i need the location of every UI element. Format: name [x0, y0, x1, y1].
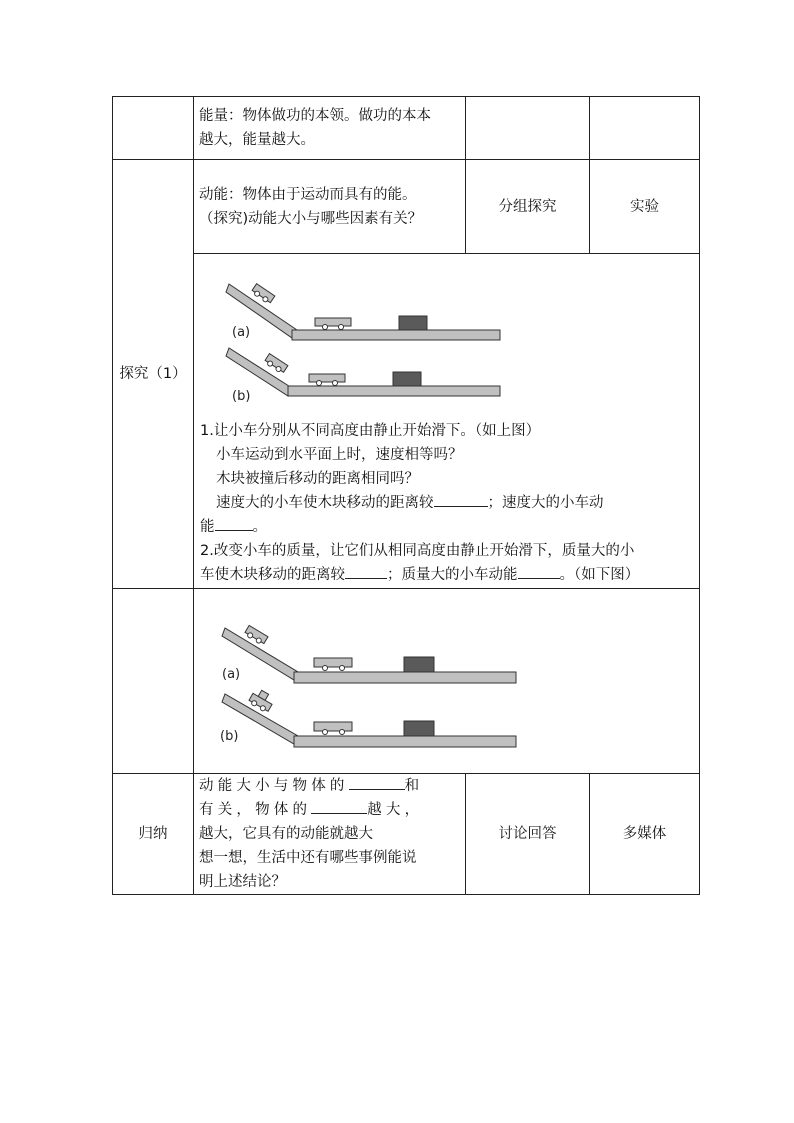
section-label: [113, 97, 194, 160]
figure-height-comparison: [194, 254, 690, 412]
answer-blank[interactable]: [518, 564, 560, 579]
summary-line: 有关，物体的 越大，: [199, 798, 461, 822]
figure-cell: [194, 589, 700, 774]
figure-b: [226, 348, 500, 404]
table-row: [113, 589, 700, 774]
horizontal-track: [294, 736, 516, 747]
figure-a: [222, 625, 516, 683]
answer-blank[interactable]: [434, 492, 488, 507]
cart-on-track: [314, 722, 352, 735]
figure-label-a: (a): [222, 667, 241, 682]
activity-cell: [466, 97, 590, 160]
content-cell: [194, 160, 466, 254]
question-2: 2.改变小车的质量，让它们从相同高度由静止开始滑下，质量大的小: [200, 543, 635, 559]
section-label: [113, 589, 194, 774]
wood-block: [393, 372, 421, 386]
figure-label-b: (b): [232, 389, 251, 404]
content-line: 能量：物体做功的本领。做功的本本: [199, 108, 431, 124]
horizontal-track: [292, 330, 500, 340]
experiment-cell: [194, 254, 700, 589]
wood-block: [404, 657, 434, 672]
summary-cell: [194, 774, 466, 895]
cart-on-track: [315, 318, 351, 330]
question-1b: 木块被撞后移动的距离相同吗？: [216, 471, 419, 487]
table-row: [113, 774, 700, 895]
content-line: 越大，能量越大。: [199, 132, 315, 148]
section-label: 探究（1）: [113, 160, 194, 589]
answer-blank[interactable]: [311, 799, 367, 814]
summary-line: 动能大小与物体的 和: [199, 774, 461, 798]
summary-line: 明上述结论？: [199, 874, 286, 890]
section-label: 归纳: [113, 774, 194, 895]
summary-line: 想一想，生活中还有哪些事例能说: [199, 850, 417, 866]
method-cell: 实验: [590, 160, 700, 254]
cart-on-ramp: [264, 354, 288, 375]
activity-cell: 讨论回答: [466, 774, 590, 895]
answer-blank[interactable]: [349, 775, 405, 790]
wood-block: [399, 316, 427, 330]
cart-on-track: [314, 658, 352, 671]
question-1c: 速度大的小车使木块移动的距离较 ；速度大的小车动: [200, 491, 693, 515]
figure-label-a: (a): [232, 325, 251, 340]
question-2-line2: 车使木块移动的距离较 ；质量大的小车动能 。（如下图）: [200, 563, 693, 587]
table-row: [113, 254, 700, 589]
horizontal-track: [288, 386, 500, 396]
content-line: （探究)动能大小与哪些因素有关？: [199, 210, 423, 227]
wood-block: [404, 721, 434, 736]
figure-a: [226, 284, 500, 340]
table-row: [113, 97, 700, 160]
answer-blank[interactable]: [345, 564, 387, 579]
cart-on-track: [309, 374, 345, 386]
question-1c-end: 能 。: [200, 515, 693, 539]
method-cell: [590, 97, 700, 160]
question-1: 1.让小车分别从不同高度由静止开始滑下。（如上图）: [200, 423, 541, 439]
activity-cell: 分组探究: [466, 160, 590, 254]
answer-blank[interactable]: [215, 516, 253, 531]
summary-line: 越大，它具有的动能就越大: [199, 826, 373, 842]
content-cell: [194, 97, 466, 160]
experiment-text: [194, 419, 699, 587]
method-cell: 多媒体: [590, 774, 700, 895]
horizontal-track: [294, 672, 516, 683]
figure-label-b: (b): [220, 729, 239, 744]
question-1a: 小车运动到水平面上时，速度相等吗？: [216, 447, 463, 463]
figure-b: [220, 687, 516, 747]
figure-mass-comparison: [194, 606, 690, 756]
table-row: [113, 160, 700, 254]
lesson-plan-table: [112, 96, 700, 895]
content-line: 动能：物体由于运动而具有的能。: [199, 186, 417, 203]
